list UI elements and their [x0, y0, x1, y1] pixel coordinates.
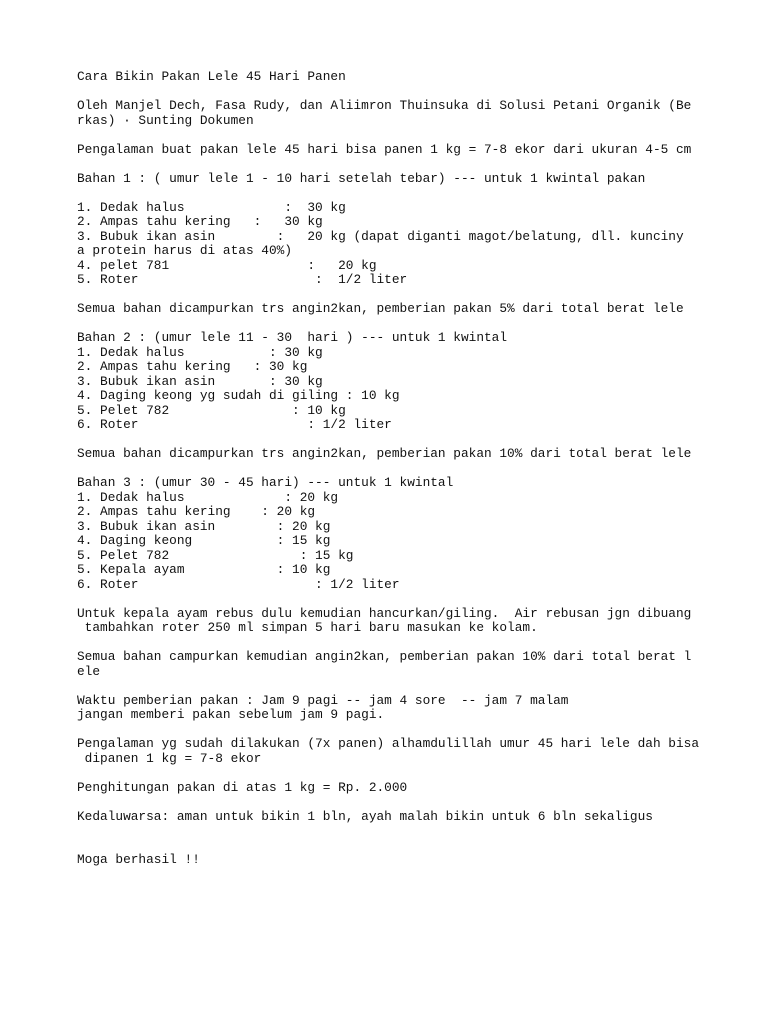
blank-line: [77, 592, 717, 607]
author-line: Oleh Manjel Dech, Fasa Rudy, dan Aliimron Thuinsuka di Solusi Petani Organik (Be: [77, 98, 692, 113]
bahan-2-item: 5. Pelet 782 : 10 kg: [77, 402, 346, 418]
bahan-3-heading: Bahan 3 : (umur 30 - 45 hari) --- untuk 1 kwintal: [77, 475, 454, 490]
bahan-3-note: Semua bahan campurkan kemudian angin2kan, pemberian pakan 10% dari total berat l: [77, 649, 692, 664]
bahan-2-note: Semua bahan dicampurkan trs angin2kan, pemberian pakan 10% dari total berat lele: [77, 446, 692, 461]
bahan-1-item: 2. Ampas tahu kering : 30 kg: [77, 214, 323, 229]
blank-line: [77, 766, 717, 781]
blank-line: [77, 636, 717, 651]
cost-line: Penghitungan pakan di atas 1 kg = Rp. 2.000: [77, 779, 408, 795]
blank-line: [77, 824, 717, 839]
bahan-2-item: 3. Bubuk ikan asin : 30 kg: [77, 373, 323, 389]
bahan-3-item: 2. Ampas tahu kering : 20 kg: [77, 504, 316, 519]
document-page: [77, 70, 717, 868]
blank-line: [77, 795, 717, 810]
closing-line: Moga berhasil !!: [77, 852, 200, 867]
bahan-1-item: 3. Bubuk ikan asin : 20 kg (dapat diganti magot/belatung, dll. kunciny: [77, 228, 684, 244]
feeding-time: Waktu pemberian pakan : Jam 9 pagi -- jam 4 sore -- jam 7 malam: [77, 692, 569, 708]
blank-line: [77, 128, 717, 143]
bahan-2-item: 4. Daging keong yg sudah di giling : 10 kg: [77, 388, 400, 403]
bahan-2-item: 6. Roter : 1/2 liter: [77, 417, 392, 432]
blank-line: [77, 288, 717, 303]
kepala-ayam-note: Untuk kepala ayam rebus dulu kemudian hancurkan/giling. Air rebusan jgn dibuang: [77, 605, 692, 621]
blank-line: [77, 679, 717, 694]
document-title: Cara Bikin Pakan Lele 45 Hari Panen: [77, 69, 346, 84]
expiry-line: Kedaluwarsa: aman untuk bikin 1 bln, ayah malah bikin untuk 6 bln sekaligus: [77, 808, 653, 824]
bahan-1-note: Semua bahan dicampurkan trs angin2kan, pemberian pakan 5% dari total berat lele: [77, 301, 684, 316]
experience-line: Pengalaman yg sudah dilakukan (7x panen) alhamdulillah umur 45 hari lele dah bisa: [77, 736, 700, 751]
blank-line: [77, 317, 717, 332]
blank-line: [77, 723, 717, 738]
experience-line-cont: dipanen 1 kg = 7-8 ekor: [77, 750, 262, 766]
kepala-ayam-note-cont: tambahkan roter 250 ml simpan 5 hari baru masukan ke kolam.: [77, 620, 538, 635]
bahan-1-item: 1. Dedak halus : 30 kg: [77, 199, 346, 215]
bahan-1-heading: Bahan 1 : ( umur lele 1 - 10 hari setelah tebar) --- untuk 1 kwintal pakan: [77, 170, 646, 186]
bahan-3-item: 5. Kepala ayam : 10 kg: [77, 562, 331, 577]
author-line-cont: rkas) · Sunting Dokumen: [77, 112, 254, 128]
bahan-1-item: 4. pelet 781 : 20 kg: [77, 257, 377, 273]
bahan-1-item: 5. Roter : 1/2 liter: [77, 272, 408, 287]
bahan-3-item: 6. Roter : 1/2 liter: [77, 576, 400, 592]
bahan-3-item: 3. Bubuk ikan asin : 20 kg: [77, 518, 331, 534]
blank-line: [77, 462, 717, 477]
blank-line: [77, 157, 717, 172]
blank-line: [77, 839, 717, 854]
bahan-2-heading: Bahan 2 : (umur lele 11 - 30 hari ) --- untuk 1 kwintal: [77, 330, 508, 345]
bahan-2-item: 1. Dedak halus : 30 kg: [77, 344, 323, 360]
bahan-2-item: 2. Ampas tahu kering : 30 kg: [77, 359, 308, 374]
bahan-3-item: 1. Dedak halus : 20 kg: [77, 489, 339, 505]
intro-line: Pengalaman buat pakan lele 45 hari bisa panen 1 kg = 7-8 ekor dari ukuran 4-5 cm: [77, 141, 692, 157]
bahan-1-item-cont: a protein harus di atas 40%): [77, 243, 293, 258]
bahan-3-item: 4. Daging keong : 15 kg: [77, 533, 331, 548]
feeding-time-cont: jangan memberi pakan sebelum jam 9 pagi.: [77, 707, 385, 722]
blank-line: [77, 186, 717, 201]
blank-line: [77, 433, 717, 448]
bahan-3-note-cont: ele: [77, 663, 101, 679]
blank-line: [77, 85, 717, 100]
bahan-3-item: 5. Pelet 782 : 15 kg: [77, 547, 354, 563]
